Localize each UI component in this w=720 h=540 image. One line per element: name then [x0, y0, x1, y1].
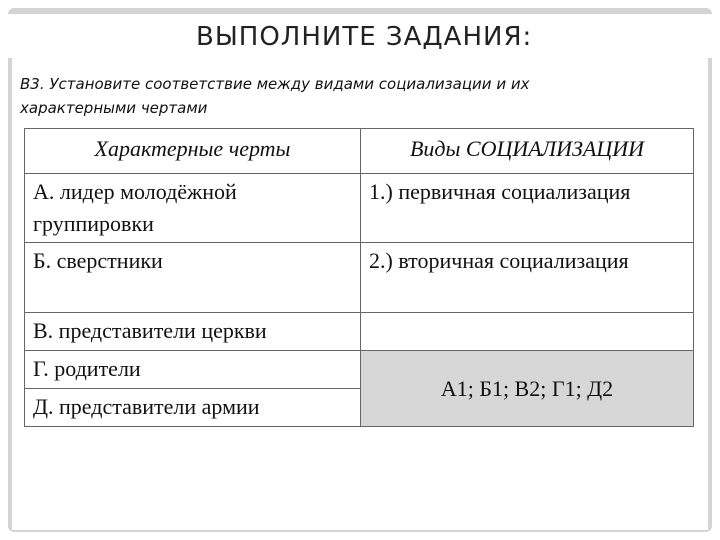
- trait-item: В. представители церкви: [25, 313, 361, 351]
- slide-title: ВЫПОЛНИТЕ ЗАДАНИЯ:: [196, 22, 533, 52]
- table-row: [25, 313, 694, 351]
- task-text: В3. Установите соответствие между видами социализации и их характерными чертами: [20, 75, 530, 117]
- empty-cell: [361, 313, 694, 351]
- trait-item: А. лидер молодёжной группировки: [25, 174, 361, 243]
- trait-item: Б. сверстники: [25, 243, 361, 313]
- table-row: [25, 351, 694, 389]
- trait-item: Г. родители: [25, 351, 361, 389]
- type-item: 2.) вторичная социализация: [361, 243, 694, 313]
- table-row: [25, 243, 694, 313]
- trait-item: Д. представители армии: [25, 389, 361, 427]
- header-types: Виды СОЦИАЛИЗАЦИИ: [361, 129, 694, 174]
- answer-cell: А1; Б1; В2; Г1; Д2: [361, 351, 694, 427]
- header-traits: Характерные черты: [25, 129, 361, 174]
- table-header-row: [25, 129, 694, 174]
- type-item: 1.) первичная социализация: [361, 174, 694, 243]
- table-row: [25, 174, 694, 243]
- matching-table: [24, 128, 694, 427]
